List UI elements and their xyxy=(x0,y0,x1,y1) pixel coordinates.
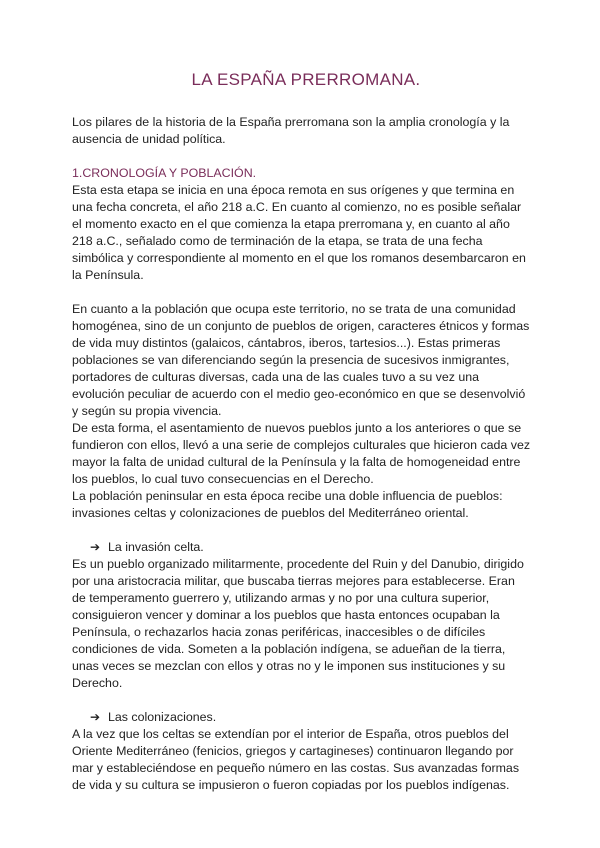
paragraph-asentamiento: De esta forma, el asentamiento de nuevos pueblos junto a los anteriores o que se fundieron con ellos, llevó a una serie de complejos culturales que hicieron cada vez mayor la falta de unidad cultural de la Península y la falta de homogeneidad entre los pueblos, lo cual tuvo consecuencias en el Derecho. xyxy=(72,421,531,486)
arrow-right-icon: ➔ xyxy=(90,540,101,554)
bullet-label: Las colonizaciones. xyxy=(108,710,217,724)
spacer xyxy=(72,522,532,539)
paragraph-cronologia: Esta esta etapa se inicia en una época remota en sus orígenes y que termina en una fecha concreta, el año 218 a.C. En cuanto al comienzo, no es posible señalar el momento exacto en el que comienza la etapa prerromana y, en cuanto al año 218 a.C., señalado como de terminación de la etapa, se trata de una fecha simbólica y correspondiente al momento en el que los romanos desembarcaron en la Península. xyxy=(72,183,526,282)
paragraph-invasion-celta: Es un pueblo organizado militarmente, procedente del Ruin y del Danubio, dirigido por una aristocracia militar, que buscaba tierras mejores para establecerse. Eran de temperamento guerrero y, utilizando armas y no por una cultura superior, consiguieron vencer y dominar a los pueblos que hasta entonces ocupaban la Península, o rechazarlos hacia zonas periféricas, inaccesibles o de difíciles condiciones de vida. Someten a la población indígena, se adueñan de la tierra, unas veces se mezclan con ellos y otras no y le imponen sus instituciones y su Derecho. xyxy=(72,557,524,690)
arrow-right-icon: ➔ xyxy=(90,710,101,724)
section-heading-cronologia: 1.CRONOLOGÍA Y POBLACIÓN. xyxy=(72,166,257,180)
spacer xyxy=(72,284,532,301)
spacer xyxy=(72,692,532,709)
document-page xyxy=(72,70,532,794)
bullet-label: La invasión celta. xyxy=(108,540,204,554)
bullet-invasion-celta xyxy=(72,539,532,556)
paragraph-colonizaciones: A la vez que los celtas se extendían por el interior de España, otros pueblos del Oriente Mediterráneo (fenicios, griegos y cartagineses) continuaron llegando por mar y estableciéndose en pequeño número en las costas. Sus avanzadas formas de vida y su cultura se impusieron o fueron copiadas por los pueblos indígenas. xyxy=(72,727,520,792)
intro-paragraph: Los pilares de la historia de la España prerromana son la amplia cronología y la ausencia de unidad política. xyxy=(72,115,510,146)
page-title: LA ESPAÑA PRERROMANA. xyxy=(191,70,421,89)
paragraph-poblacion: En cuanto a la población que ocupa este territorio, no se trata de una comunidad homogénea, sino de un conjunto de pueblos de origen, caracteres étnicos y formas de vida muy distintos (galaicos, cántabros, iberos, tartesios...). Estas primeras poblaciones se van diferenciando según la presencia de sucesivos inmigrantes, portadores de culturas diversas, cada una de las cuales tuvo a su vez una evolución peculiar de acuerdo con el medio geo-económico en que se desenvolvió y según su propia vivencia. xyxy=(72,302,530,418)
bullet-colonizaciones xyxy=(72,709,532,726)
paragraph-doble-influencia: La población peninsular en esta época recibe una doble influencia de pueblos: invasiones celtas y colonizaciones de pueblos del Mediterráneo oriental. xyxy=(72,489,503,520)
